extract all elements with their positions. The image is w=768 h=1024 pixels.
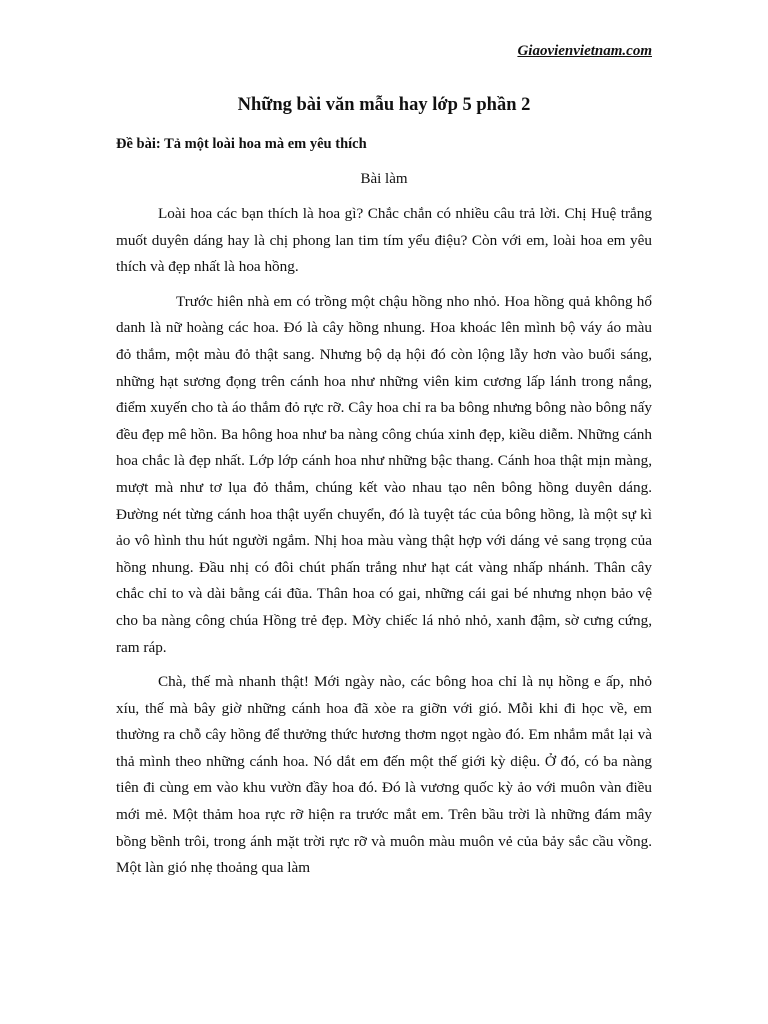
essay-subheading: Bài làm <box>360 171 408 187</box>
document-title: Những bài văn mẫu hay lớp 5 phần 2 <box>237 95 531 115</box>
site-link[interactable]: Giaovienvietnam.com <box>517 43 652 59</box>
paragraph: Chà, thế mà nhanh thật! Mới ngày nào, các bông hoa chỉ là nụ hồng e ấp, nhỏ xíu, thế mà bây giờ những cánh hoa đã xòe ra giỡn với gió. Mỗi khi đi học về, em thường ra chỗ cây hồng để thưởng thức hương thơm ngọt ngào đó. Em nhắm mắt lại và thả mình theo những cánh hoa. Nó dắt em đến một thế giới kỳ diệu. Ở đó, có ba nàng tiên đi cùng em vào khu vườn đầy hoa đó. Đó là vương quốc kỳ ảo với muôn vàn điều mới mẻ. Một thảm hoa rực rỡ hiện ra trước mắt em. Trên bầu trời là những đám mây bồng bềnh trôi, trong ánh mặt trời rực rỡ và muôn màu muôn vẻ của bảy sắc cầu vồng. Một làn gió nhẹ thoảng qua làm <box>116 673 652 877</box>
essay-body <box>116 201 652 890</box>
paragraph: Loài hoa các bạn thích là hoa gì? Chắc chắn có nhiều câu trả lời. Chị Huệ trắng muốt duyên dáng hay là chị phong lan tim tím yểu điệu? Còn với em, loài hoa em yêu thích và đẹp nhất là hoa hồng. <box>116 205 652 276</box>
paragraph: Trước hiên nhà em có trồng một chậu hồng nho nhỏ. Hoa hồng quả không hổ danh là nữ hoàng các hoa. Đó là cây hồng nhung. Hoa khoác lên mình bộ váy áo màu đỏ thắm, một màu đỏ thật sang. Nhưng bộ dạ hội đó còn lộng lẫy hơn vào buổi sáng, những hạt sương đọng trên cánh hoa như những viên kim cương lấp lánh trong nắng, điểm xuyến cho tà áo thắm đỏ rực rỡ. Cây hoa chỉ ra ba bông nhưng bông nào bông nấy đều đẹp mê hồn. Ba hông hoa như ba nàng công chúa xinh đẹp, kiều diễm. Những cánh hoa chắc là đẹp nhất. Lớp lớp cánh hoa như những bậc thang. Cánh hoa thật mịn màng, mượt mà như tơ lụa đỏ thắm, chúng kết vào nhau tạo nên bông hồng duyên dáng. Đường nét từng cánh hoa thật uyển chuyển, đó là tuyệt tác của bông hồng, là một sự kì ảo vô hình thu hút người ngắm. Nhị hoa màu vàng thật hợp với dáng vẻ sang trọng của hồng nhung. Đầu nhị có đôi chút phấn trắng như hạt cát vàng nhấp nhánh. Thân cây chắc chỉ to và dài bằng cái đũa. Thân hoa có gai, những cái gai bé nhưng nhọn bảo vệ cho ba nàng công chúa Hồng trẻ đẹp. Mờy chiếc lá nhỏ nhỏ, xanh đậm, sờ cưng cứng, ram ráp. <box>116 292 652 656</box>
essay-prompt: Đề bài: Tả một loài hoa mà em yêu thích <box>116 136 367 152</box>
